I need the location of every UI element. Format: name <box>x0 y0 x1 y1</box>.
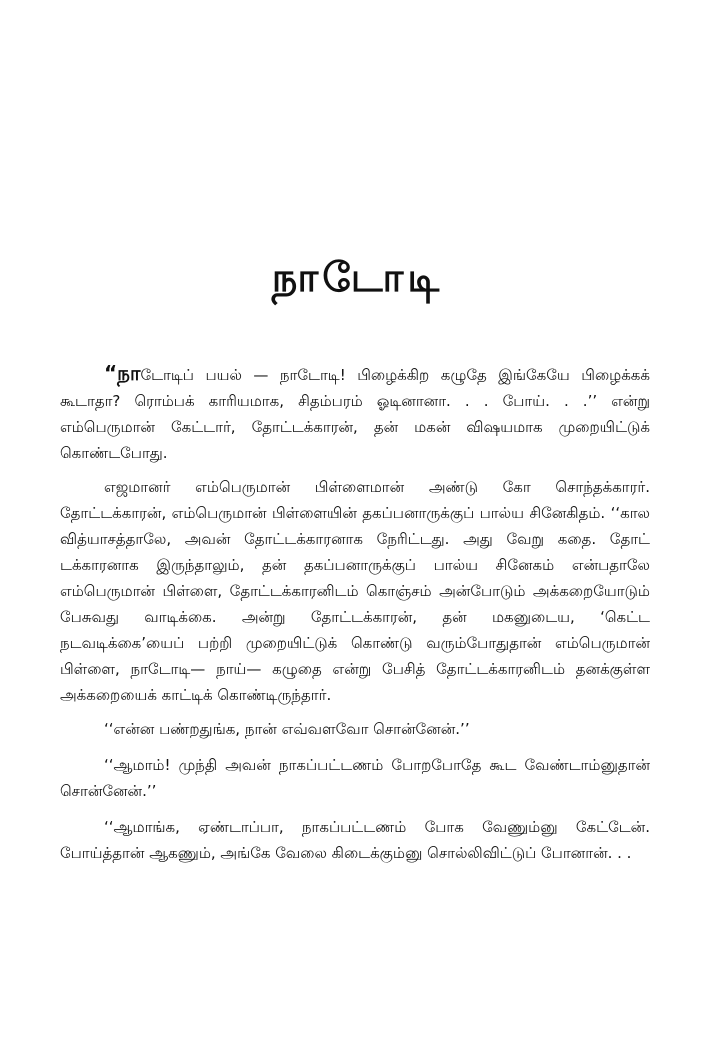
paragraph-3: ‘‘என்ன பண்றதுங்க, நான் எவ்வளவோ சொன்னேன்.’’ <box>104 720 470 738</box>
paragraph-1 <box>60 360 650 466</box>
story-body <box>60 360 650 874</box>
paragraph-2: எஜமானர் எம்பெருமான் பிள்ளைமான் அண்டு கோ சொந்தக்காரர். தோட்டக்காரன், எம்பெருமான் பிள்ளையின் தகப்பனாருக்குப் பால்ய சினேகிதம். ‘‘கால வித்யாசத்தாலே, அவன் தோட்டக்காரனாக நேரிட்டது. அது வேறு கதை. தோட் டக்காரனாக இருந்தாலும், தன் தகப்பனாருக்குப் பால்ய சினேகம் என்பதாலே எம்பெருமான் பிள்ளை, தோட்டக்காரனிடம் கொஞ்சம் அன்போடும் அக்கறையோடும் பேசுவது வாடிக்கை. அன்று தோட்டக்காரன், தன் மகனுடைய, ‘கெட்ட நடவடிக்கை’யைப் பற்றி முறையிட்டுக் கொண்டு வரும்போதுதான் எம்பெருமான் பிள்ளை, நாடோடி— நாய்— கழுதை என்று பேசித் தோட்டக்காரனிடம் தனக்குள்ள அக்கறையைக் காட்டிக் கொண்டிருந்தார். <box>60 478 650 704</box>
paragraph-5: ‘‘ஆமாங்க, ஏண்டாப்பா, நாகப்பட்டணம் போக வேணும்னு கேட்டேன். போய்த்தான் ஆகணும், அங்கே வேலை கிடைக்கும்னு சொல்லிவிட்டுப் போனான். . . <box>60 818 650 862</box>
drop-cap: “நா <box>104 361 141 385</box>
chapter-title: நாடோடி <box>271 255 444 301</box>
paragraph-1-text: டோடிப் பயல் — நாடோடி! பிழைக்கிற கழுதே இங்கேயே பிழைக்கக் கூடாதா? ரொம்பக் காரியமாக, சிதம்பரம் ஓடினானா. . . போய். . .’’ என்று எம்பெருமான் கேட்டார், தோட்டக்காரன், தன் மகன் விஷயமாக முறையிட்டுக் கொண்டபோது. <box>60 366 650 462</box>
paragraph-4: ‘‘ஆமாம்! முந்தி அவன் நாகப்பட்டணம் போறபோதே கூட வேண்டாம்னுதான் சொன்னேன்.’’ <box>60 756 650 800</box>
